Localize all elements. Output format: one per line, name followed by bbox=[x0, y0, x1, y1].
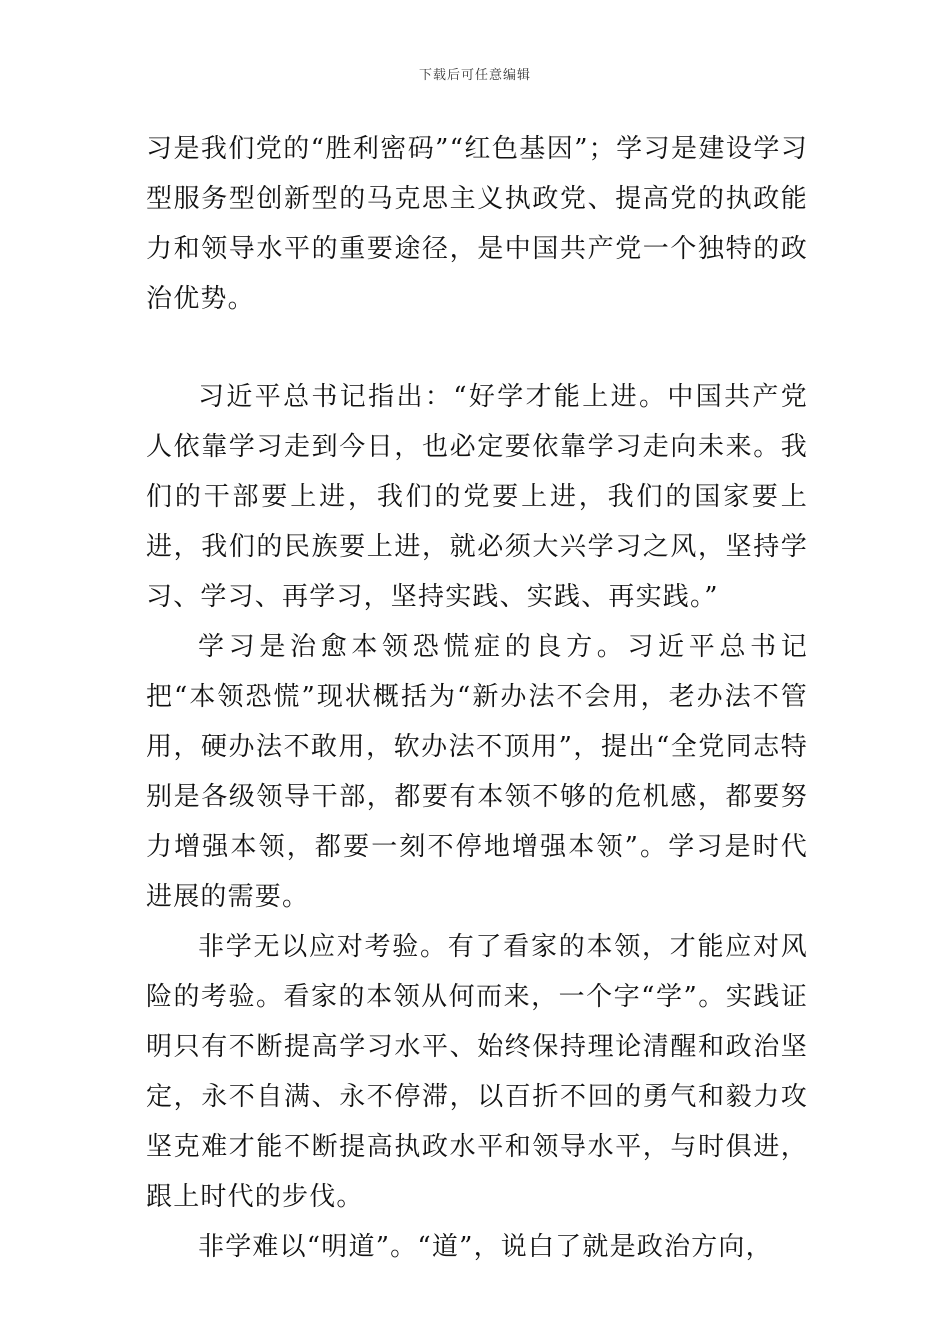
paragraph-5: 非学难以“明道”。“道”，说白了就是政治方向， bbox=[198, 1232, 773, 1262]
header-note: 下载后可任意编辑 bbox=[418, 68, 531, 83]
paragraph-4: 非学无以应对考验。有了看家的本领，才能应对风险的考验。看家的本领从何而来，一个字“学”。实践证明只有不断提高学习水平、始终保持理论清醒和政治坚定，永不自满、永不停滞，以百折不回的勇气和毅力攻坚克难才能不断提高执政水平和领导水平，与时俱进，跟上时代的步伐。 bbox=[146, 932, 808, 1212]
document-body bbox=[146, 124, 808, 1272]
paragraph-2: 习近平总书记指出：“好学才能上进。中国共产党人依靠学习走到今日，也必定要依靠学习走向未来。我们的干部要上进，我们的党要上进，我们的国家要上进，我们的民族要上进，就必须大兴学习之风，坚持学习、学习、再学习，坚持实践、实践、再实践。” bbox=[146, 382, 808, 612]
paragraph-3: 学习是治愈本领恐慌症的良方。习近平总书记把“本领恐慌”现状概括为“新办法不会用，老办法不管用，硬办法不敢用，软办法不顶用”，提出“全党同志特别是各级领导干部，都要有本领不够的危机感，都要努力增强本领，都要一刻不停地增强本领”。学习是时代进展的需要。 bbox=[146, 632, 808, 912]
paragraph-1: 习是我们党的“胜利密码”“红色基因”；学习是建设学习型服务型创新型的马克思主义执政党、提高党的执政能力和领导水平的重要途径，是中国共产党一个独特的政治优势。 bbox=[146, 134, 808, 314]
paragraph-gap bbox=[146, 324, 808, 372]
